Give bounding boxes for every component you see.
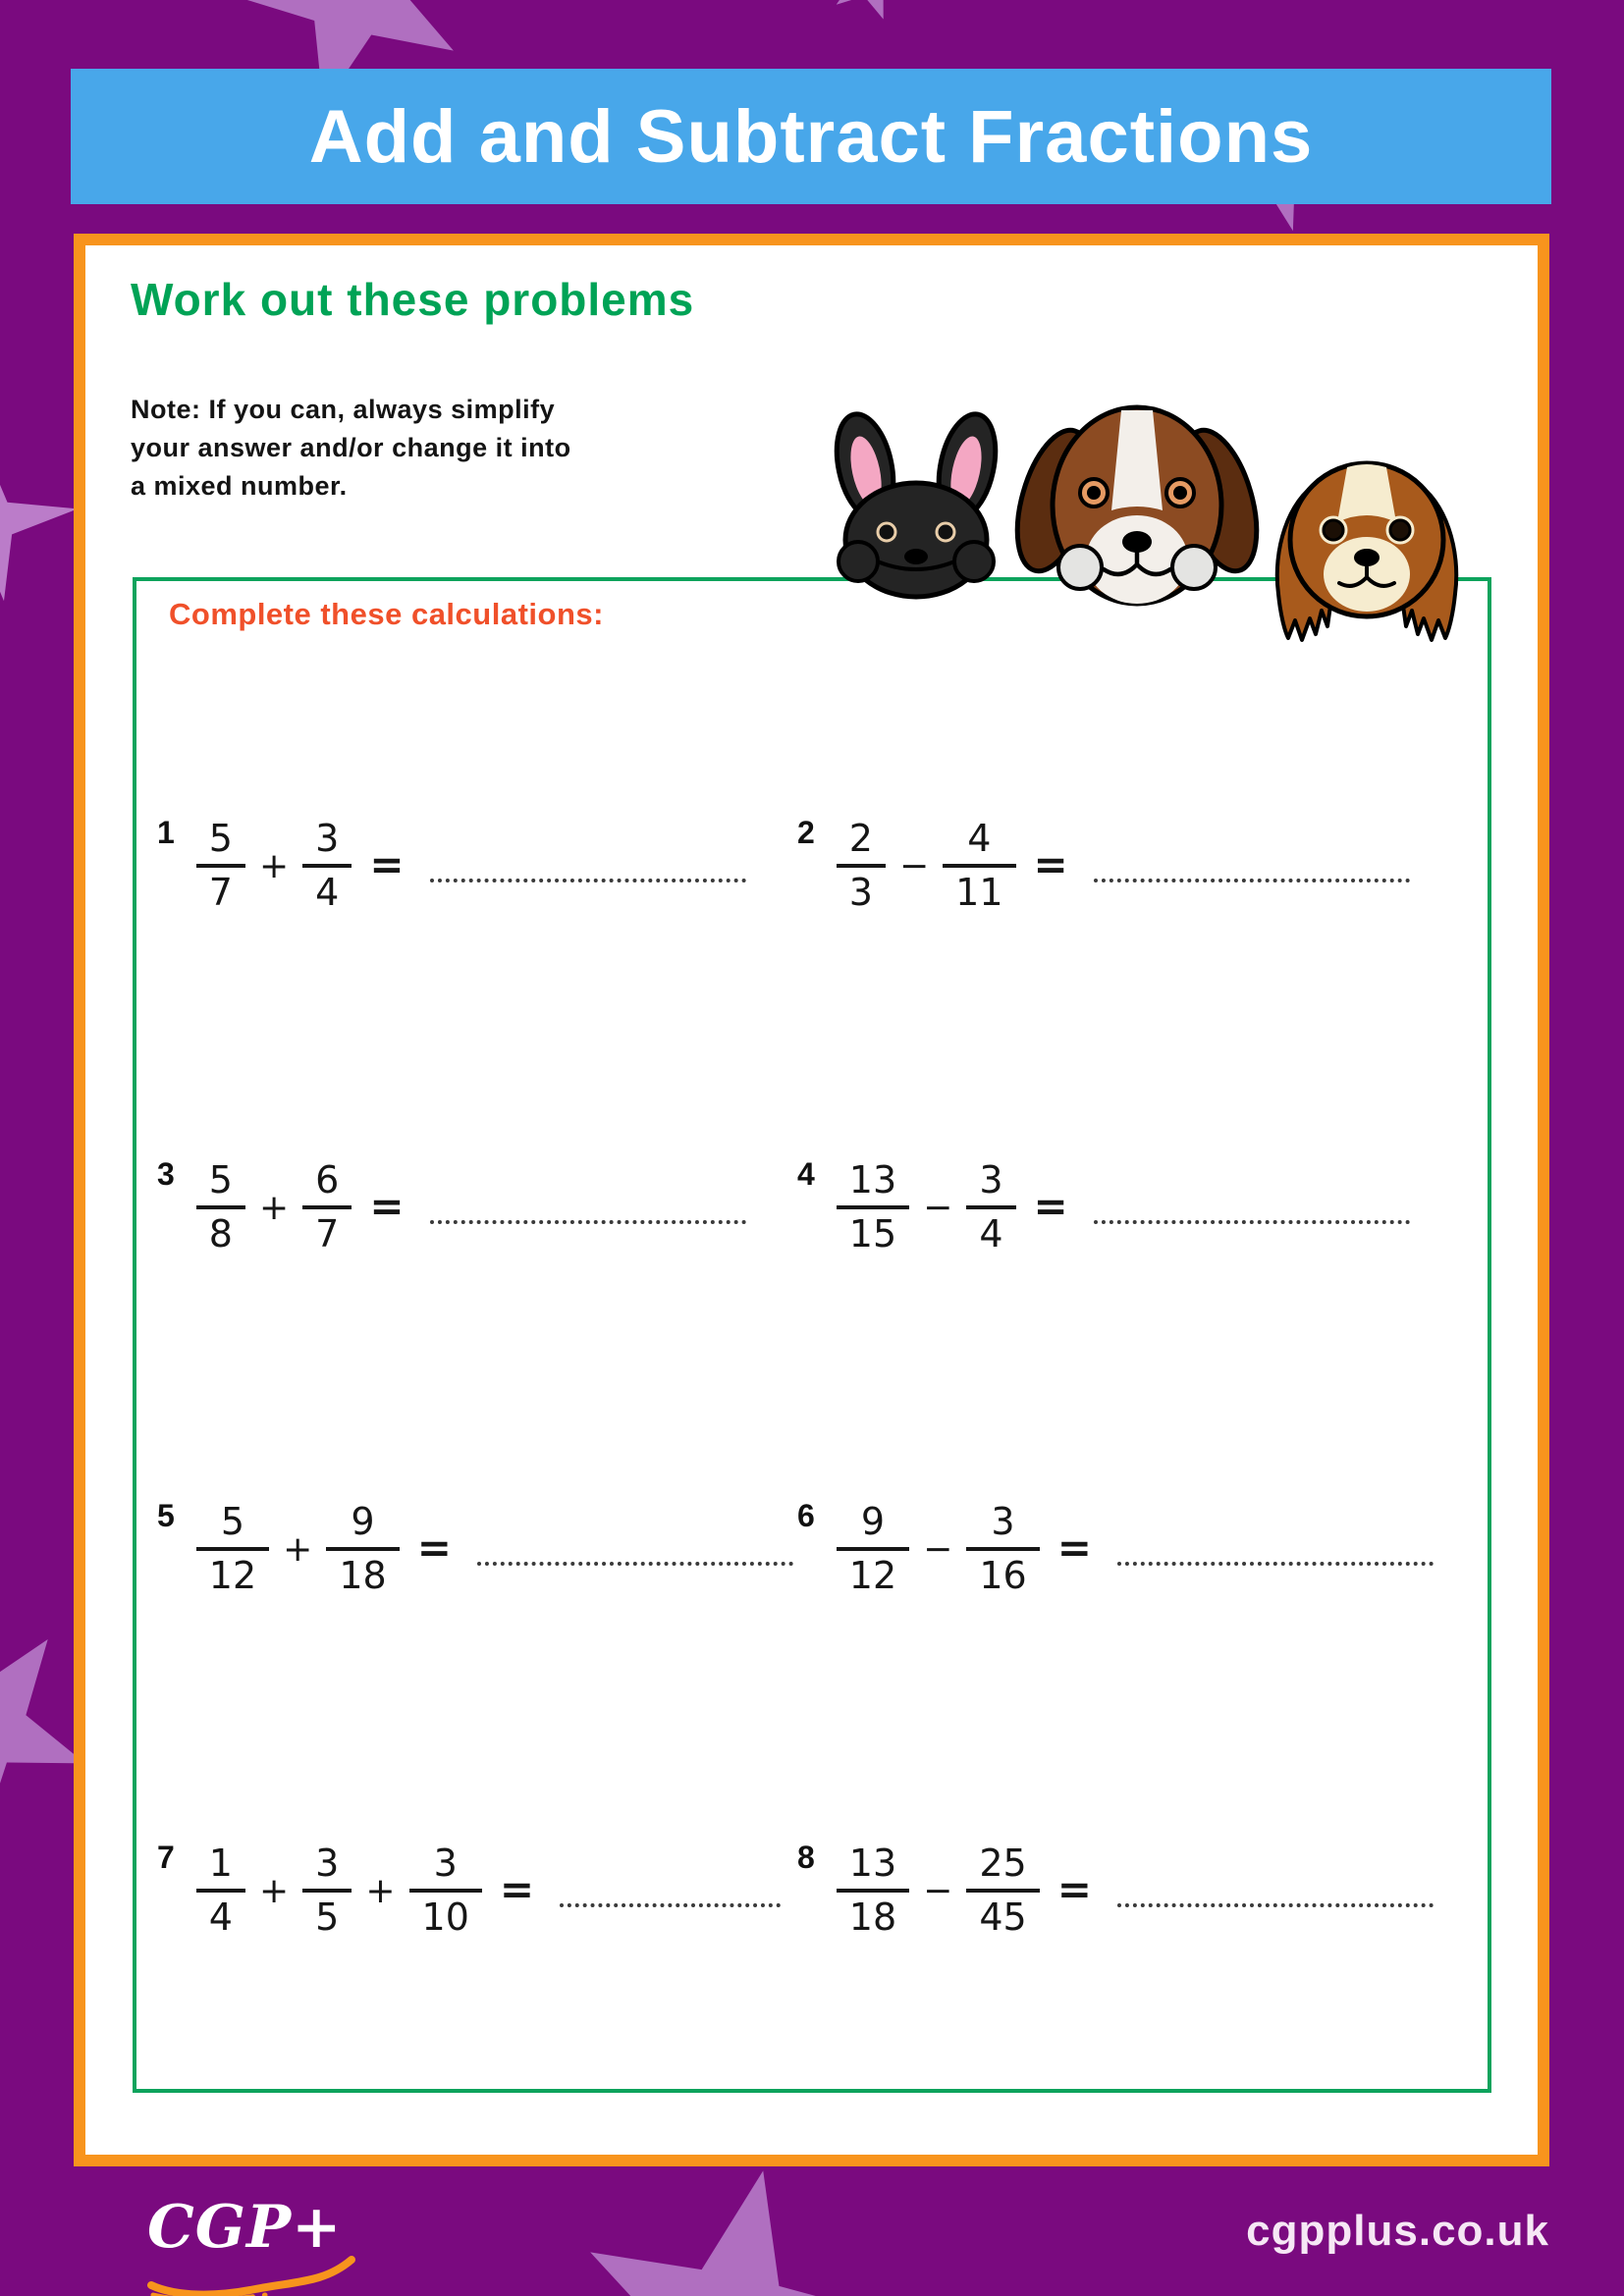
fraction [196, 1501, 269, 1596]
fraction-numerator: 5 [208, 817, 233, 861]
fraction-numerator: 1 [208, 1842, 233, 1886]
section-heading: Work out these problems [131, 274, 695, 325]
fraction-numerator: 3 [433, 1842, 458, 1886]
fraction-numerator: 25 [979, 1842, 1027, 1886]
cavalier-spaniel-icon [1277, 463, 1456, 640]
fraction-denominator: 15 [848, 1212, 897, 1255]
title-banner [71, 69, 1551, 204]
fraction-denominator: 12 [208, 1554, 257, 1597]
equals-sign: = [369, 1181, 405, 1230]
fraction-numerator: 13 [848, 1158, 897, 1202]
calculations-box-title: Complete these calculations: [169, 597, 604, 631]
fraction-numerator: 9 [860, 1500, 886, 1544]
fraction-bar [302, 1205, 352, 1209]
fraction [409, 1842, 482, 1938]
fraction-bar [837, 1547, 909, 1551]
fraction [966, 1842, 1039, 1938]
fraction [196, 1842, 245, 1938]
problem-row [157, 807, 746, 925]
fraction [196, 818, 245, 913]
operator: − [923, 1187, 953, 1228]
equals-sign: = [1056, 1522, 1092, 1572]
fraction-denominator: 3 [848, 871, 873, 914]
fraction [302, 1159, 352, 1255]
fraction-numerator: 13 [848, 1842, 897, 1886]
equals-sign: = [369, 839, 405, 888]
fraction-bar [966, 1889, 1039, 1893]
fraction-bar [196, 1205, 245, 1209]
fraction [302, 818, 352, 913]
fraction-denominator: 10 [421, 1896, 469, 1939]
fraction [837, 1159, 909, 1255]
problem-row [157, 1490, 793, 1608]
fraction-bar [196, 1889, 245, 1893]
fraction-denominator: 12 [848, 1554, 897, 1597]
fraction-numerator: 9 [351, 1500, 375, 1544]
fraction-bar [943, 864, 1015, 868]
fraction-bar [837, 1205, 909, 1209]
problem-number: 7 [157, 1840, 175, 1875]
fraction-bar [302, 864, 352, 868]
problem-number: 2 [797, 815, 815, 850]
logo-swoosh-icon [137, 2248, 383, 2296]
fraction-numerator: 3 [991, 1500, 1015, 1544]
dogs-illustration [825, 393, 1473, 667]
problem-row [797, 807, 1410, 925]
fraction-numerator: 3 [315, 817, 340, 861]
fraction-numerator: 2 [848, 817, 873, 861]
fraction-bar [966, 1205, 1015, 1209]
french-bulldog-icon [828, 409, 1003, 597]
answer-blank[interactable] [1094, 879, 1410, 882]
equals-sign: = [416, 1522, 452, 1572]
note-line: your answer and/or change it into [131, 433, 571, 462]
fraction [943, 818, 1015, 913]
problem-row [797, 1490, 1434, 1608]
problem-row [797, 1148, 1410, 1266]
equals-sign: = [1033, 839, 1068, 888]
fraction [196, 1159, 245, 1255]
fraction-denominator: 18 [339, 1554, 387, 1597]
fraction [837, 818, 886, 913]
fraction [837, 1842, 909, 1938]
answer-blank[interactable] [1117, 1903, 1434, 1907]
answer-blank[interactable] [477, 1562, 793, 1566]
site-url[interactable]: cgpplus.co.uk [1246, 2207, 1549, 2255]
answer-blank[interactable] [1094, 1220, 1410, 1224]
note-text [131, 391, 571, 506]
note-line: a mixed number. [131, 471, 348, 501]
fraction-bar [326, 1547, 399, 1551]
fraction-bar [837, 1889, 909, 1893]
operator: + [258, 1187, 290, 1228]
fraction [302, 1842, 352, 1938]
fraction-numerator: 5 [208, 1158, 233, 1202]
fraction-denominator: 8 [208, 1212, 233, 1255]
problem-row [797, 1832, 1434, 1949]
fraction [326, 1501, 399, 1596]
problem-number: 8 [797, 1840, 815, 1875]
fraction-numerator: 3 [979, 1158, 1003, 1202]
beagle-icon [1003, 407, 1271, 604]
note-line: Note: If you can, always simplify [131, 395, 556, 424]
fraction-numerator: 5 [220, 1500, 245, 1544]
operator: − [898, 845, 930, 886]
fraction-denominator: 16 [979, 1554, 1027, 1597]
operator: + [283, 1528, 313, 1570]
cgp-plus-logo: CGP+ [147, 2193, 343, 2262]
answer-blank[interactable] [430, 879, 746, 882]
fraction-denominator: 18 [848, 1896, 897, 1939]
answer-blank[interactable] [430, 1220, 746, 1224]
operator: + [258, 845, 290, 886]
equals-sign: = [1033, 1181, 1068, 1230]
fraction-denominator: 4 [315, 871, 340, 914]
fraction [837, 1501, 909, 1596]
fraction-denominator: 45 [979, 1896, 1027, 1939]
fraction-bar [966, 1547, 1039, 1551]
page-title: Add and Subtract Fractions [308, 94, 1314, 179]
fraction-denominator: 5 [315, 1896, 340, 1939]
problem-number: 5 [157, 1498, 175, 1533]
problem-number: 3 [157, 1156, 175, 1192]
answer-blank[interactable] [560, 1903, 781, 1907]
fraction-bar [196, 864, 245, 868]
answer-blank[interactable] [1117, 1562, 1434, 1566]
operator: + [258, 1870, 290, 1911]
fraction-denominator: 4 [208, 1896, 233, 1939]
fraction-denominator: 4 [979, 1212, 1003, 1255]
fraction-denominator: 7 [208, 871, 233, 914]
fraction-numerator: 3 [315, 1842, 340, 1886]
fraction [966, 1501, 1039, 1596]
equals-sign: = [1056, 1864, 1092, 1913]
fraction-denominator: 11 [955, 871, 1003, 914]
equals-sign: = [499, 1864, 535, 1913]
fraction-bar [837, 864, 886, 868]
problem-number: 6 [797, 1498, 815, 1533]
fraction-numerator: 6 [315, 1158, 340, 1202]
operator: + [365, 1870, 396, 1911]
fraction-numerator: 4 [967, 817, 992, 861]
problem-row [157, 1148, 746, 1266]
fraction [966, 1159, 1015, 1255]
operator: − [923, 1528, 953, 1570]
star-decoration [820, 0, 921, 32]
fraction-denominator: 7 [315, 1212, 340, 1255]
fraction-bar [196, 1547, 269, 1551]
problem-number: 4 [797, 1156, 815, 1192]
fraction-bar [302, 1889, 352, 1893]
fraction-bar [409, 1889, 482, 1893]
problem-number: 1 [157, 815, 175, 850]
operator: − [923, 1870, 953, 1911]
problem-row [157, 1832, 781, 1949]
